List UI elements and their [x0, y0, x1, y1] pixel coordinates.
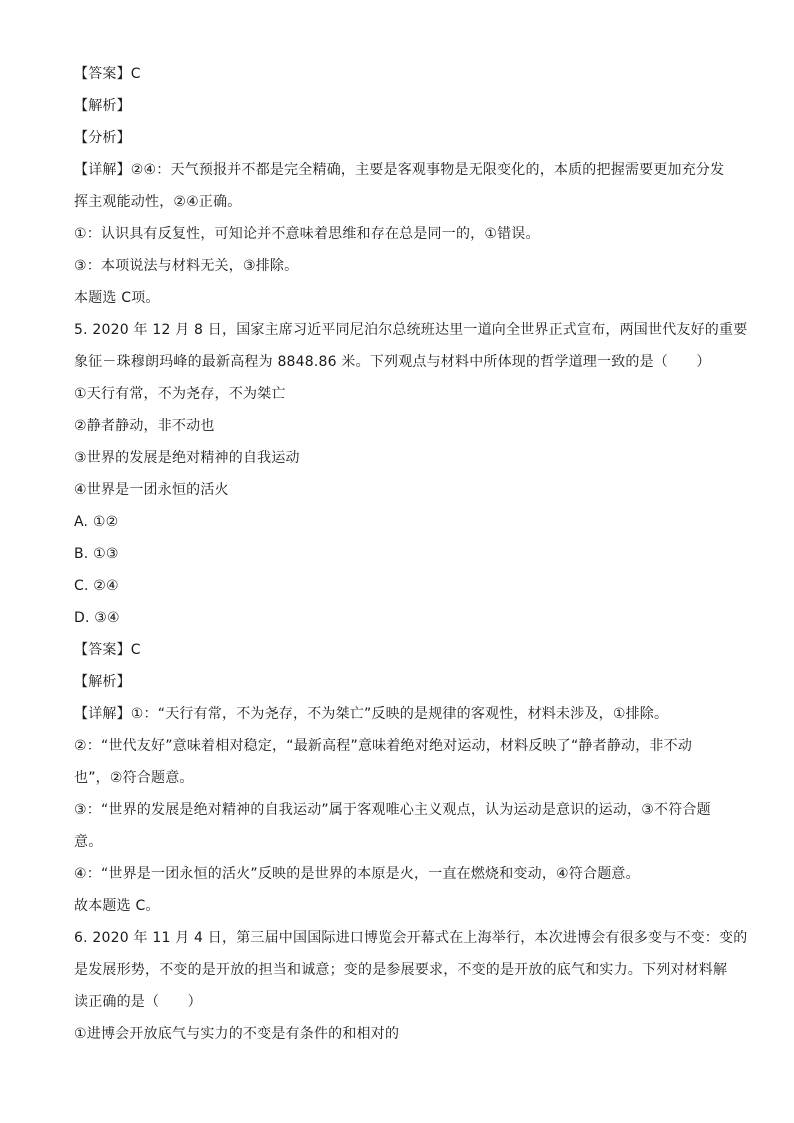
question-6-stem: 读正确的是（ ） [74, 994, 202, 1010]
conclusion-line: 本题选 C项。 [74, 290, 160, 306]
detail-line: 也”，②符合题意。 [74, 770, 194, 786]
answer-label: 【答案】C [74, 642, 141, 658]
option-b: B. ①③ [74, 546, 119, 562]
question-6-stem: 是发展形势，不变的是开放的担当和诚意；变的是参展要求，不变的是开放的底气和实力。下列对材料解 [74, 962, 728, 978]
analysis-sub-label: 【分析】 [74, 130, 131, 146]
detail-line: ③：“世界的发展是绝对精神的自我运动”属于客观唯心主义观点，认为运动是意识的运动，③不符合题 [74, 802, 711, 818]
statement-3: ③世界的发展是绝对精神的自我运动 [74, 450, 300, 466]
statement-4: ④世界是一团永恒的活火 [74, 482, 229, 498]
analysis-label: 【解析】 [74, 98, 131, 114]
detail-line: 意。 [74, 834, 103, 850]
detail-line: ①：认识具有反复性，可知论并不意味着思维和存在总是同一的，①错误。 [74, 226, 540, 242]
statement-1: ①进博会开放底气与实力的不变是有条件的和相对的 [74, 1026, 400, 1042]
option-a: A. ①② [74, 514, 119, 530]
option-d: D. ③④ [74, 610, 120, 626]
detail-line: ④：“世界是一团永恒的活火”反映的是世界的本原是火，一直在燃烧和变动，④符合题意。 [74, 866, 640, 882]
option-c: C. ②④ [74, 578, 119, 594]
answer-label: 【答案】C [74, 66, 141, 82]
detail-line: 【详解】①：“天行有常，不为尧存，不为桀亡”反映的是规律的客观性，材料未涉及，①排除。 [74, 706, 669, 722]
question-5-stem: 象征－珠穆朗玛峰的最新高程为 8848.86 米。下列观点与材料中所体现的哲学道理一致的是（ ） [74, 354, 711, 370]
analysis-label: 【解析】 [74, 674, 131, 690]
statement-2: ②静者静动，非不动也 [74, 418, 215, 434]
detail-line: ②：“世代友好”意味着相对稳定，“最新高程”意味着绝对绝对运动，材料反映了“静者静动，非不动 [74, 738, 693, 754]
statement-1: ①天行有常，不为尧存，不为桀亡 [74, 386, 286, 402]
detail-line: 挥主观能动性，②④正确。 [74, 194, 242, 210]
detail-line: ③：本项说法与材料无关，③排除。 [74, 258, 299, 274]
question-5-stem: 5. 2020 年 12 月 8 日，国家主席习近平同尼泊尔总统班达里一道向全世界正式宣布，两国世代友好的重要 [74, 322, 748, 338]
question-6-stem: 6. 2020 年 11 月 4 日，第三届中国国际进口博览会开幕式在上海举行，本次进博会有很多变与不变：变的 [74, 930, 748, 946]
detail-line: 【详解】②④：天气预报并不都是完全精确，主要是客观事物是无限变化的，本质的把握需要更加充分发 [74, 162, 725, 178]
conclusion-line: 故本题选 C。 [74, 898, 160, 914]
